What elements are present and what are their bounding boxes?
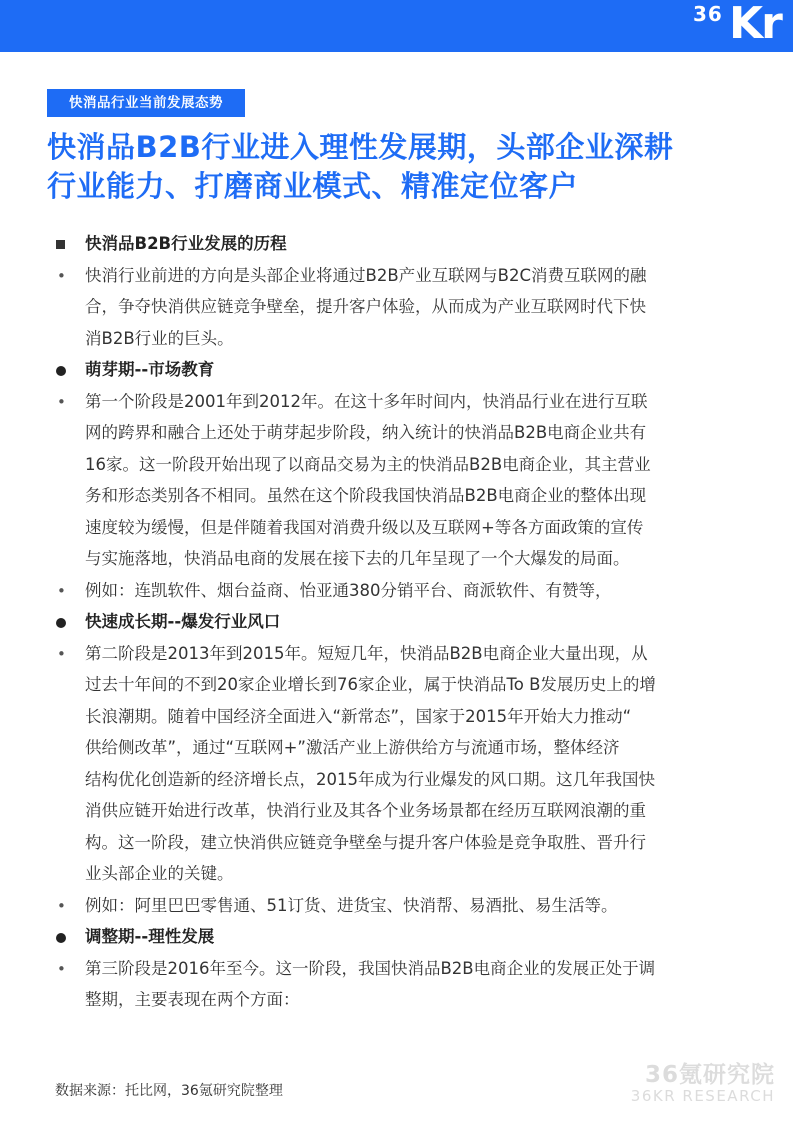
text-line: 业头部企业的关键。: [85, 864, 234, 883]
bullet-paragraph: [55, 638, 735, 890]
bullet-paragraph: [55, 260, 735, 355]
bullet-dot-icon: •: [57, 392, 66, 411]
text-line: 消B2B行业的巨头。: [85, 328, 234, 348]
section-tag: 快消品行业当前发展态势: [47, 89, 245, 117]
text-line: 萌芽期--市场教育: [85, 360, 215, 379]
section-heading: [55, 228, 735, 260]
header-bar: [0, 0, 793, 52]
bullet-dot-icon: •: [57, 266, 66, 285]
text-line: 速度较为缓慢，但是伴随着我国对消费升级以及互联网+等各方面政策的宣传: [85, 517, 644, 537]
text-line: 合，争夺快消供应链竞争壁垒，提升客户体验，从而成为产业互联网时代下快: [85, 297, 646, 316]
page-title: [47, 128, 747, 206]
square-bullet-icon: [55, 228, 75, 260]
bullet-dot-icon: •: [57, 959, 66, 978]
brand-logo-letters: Kr: [729, 0, 781, 49]
bullet-dot-icon: •: [57, 896, 66, 915]
text-line: 16家。这一阶段开始出现了以商品交易为主的快消品B2B电商企业，其主营业: [85, 454, 651, 474]
text-line: 整期，主要表现在两个方面：: [85, 990, 300, 1009]
filled-circle-bullet-icon: [55, 921, 75, 953]
section-heading: [55, 354, 735, 386]
text-line: 结构优化创造新的经济增长点，2015年成为行业爆发的风口期。这几年我国快: [85, 769, 655, 789]
text-line: 消供应链开始进行改革，快消行业及其各个业务场景都在经历互联网浪潮的重: [85, 801, 646, 820]
brand-logo: [693, 0, 793, 52]
text-line: 第一个阶段是2001年到2012年。在这十多年时间内，快消品行业在进行互联: [85, 391, 648, 411]
bullet-paragraph: [55, 575, 735, 607]
text-line: 网的跨界和融合上还处于萌芽起步阶段，纳入统计的快消品B2B电商企业共有: [85, 423, 647, 442]
text-line: 构。这一阶段，建立快消供应链竞争壁垒与提升客户体验是竞争取胜、晋升行: [85, 832, 646, 852]
text-line: 例如：阿里巴巴零售通、51订货、进货宝、快消帮、易酒批、易生活等。: [85, 895, 618, 915]
page-title-line-1: 快消品B2B行业进入理性发展期，头部企业深耕: [47, 130, 674, 164]
section-heading: [55, 606, 735, 638]
text-line: 第二阶段是2013年到2015年。短短几年，快消品B2B电商企业大量出现，从: [85, 643, 648, 663]
text-line: 供给侧改革”，通过“互联网+”激活产业上游供给方与流通市场，整体经济: [85, 738, 620, 757]
data-source-note: 数据来源：托比网，36氪研究院整理: [55, 1083, 283, 1099]
bullet-dot-icon: •: [57, 644, 66, 663]
filled-circle-bullet-icon: [55, 354, 75, 386]
page-title-line-2: 行业能力、打磨商业模式、精准定位客户: [47, 169, 579, 203]
watermark-cn: 36氪研究院: [644, 1062, 775, 1088]
text-line: 务和形态类别各不相同。虽然在这个阶段我国快消品B2B电商企业的整体出现: [85, 486, 647, 505]
text-line: 快消行业前进的方向是头部企业将通过B2B产业互联网与B2C消费互联网的融: [85, 265, 647, 285]
bullet-paragraph: [55, 953, 735, 1016]
watermark: [631, 1056, 775, 1105]
bullet-paragraph: [55, 386, 735, 575]
text-line: 快消品B2B行业发展的历程: [85, 234, 287, 253]
text-line: 过去十年间的不到20家企业增长到76家企业，属于快消品To B发展历史上的增: [85, 675, 656, 694]
bullet-dot-icon: •: [57, 581, 66, 600]
brand-logo-number: 36: [693, 2, 723, 26]
filled-circle-bullet-icon: [55, 606, 75, 638]
text-line: 第三阶段是2016年至今。这一阶段，我国快消品B2B电商企业的发展正处于调: [85, 958, 656, 978]
text-line: 长浪潮期。随着中国经济全面进入“新常态”，国家于2015年开始大力推动“: [85, 706, 632, 726]
text-line: 调整期--理性发展: [85, 927, 215, 946]
text-line: 与实施落地，快消品电商的发展在接下去的几年呈现了一个大爆发的局面。: [85, 549, 630, 568]
section-heading: [55, 921, 735, 953]
text-line: 例如：连凯软件、烟台益商、怡亚通380分销平台、商派软件、有赞等，: [85, 580, 612, 600]
text-line: 快速成长期--爆发行业风口: [85, 612, 281, 631]
body-content: [55, 228, 735, 1016]
bullet-paragraph: [55, 890, 735, 922]
watermark-en: 36KR RESEARCH: [630, 1087, 775, 1105]
